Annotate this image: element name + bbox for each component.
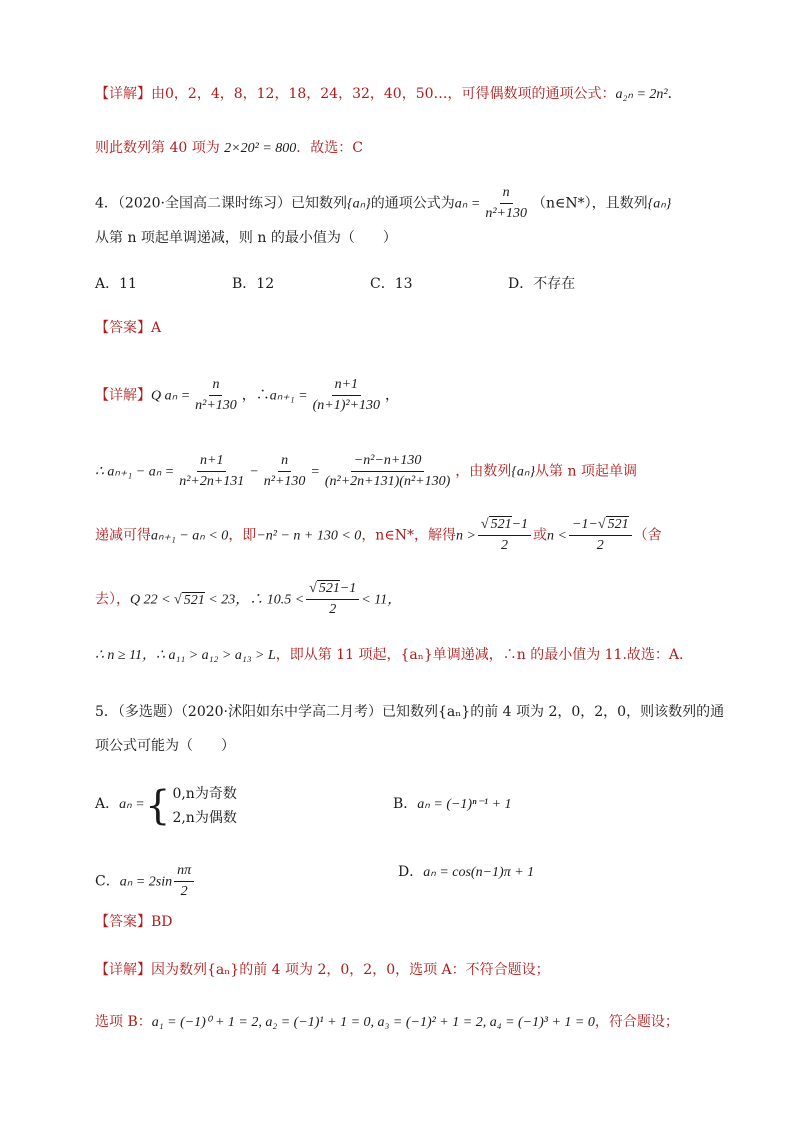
detail-text: 则此数列第 40 项为 <box>95 140 220 156</box>
formula: 2×20² = 800 <box>224 141 297 156</box>
question-4-line-2 <box>95 228 397 248</box>
option-d-label: D． <box>398 864 424 880</box>
fraction: $\frac{n}{\text{n²+130}}$ <box>485 185 527 221</box>
detail-text: 由0，2，4，8，12，18，24，32，40，50…，可得偶数项的通项公式： <box>151 86 616 102</box>
detail-line-1: 【详解】由0，2，4，8，12，18，24，32，40，50…，可得偶数项的通项公式：a₂ₙ = 2n²． <box>95 86 682 102</box>
fraction: $\frac{n+1}{\text{n²+2n+131}}$ <box>179 453 245 489</box>
question-5-detail-1 <box>95 960 550 980</box>
question-5-options-cd: C．aₙ = 2sin $\frac{n\pi}{2}$ D．aₙ = cos(n−1)π + 1 <box>95 863 535 899</box>
detail-text: 因为数列{aₙ}的前 4 项为 2，0，2，0，选项 A：不符合题设； <box>151 962 550 978</box>
question-text: 从第 n 项起单调递减，则 n 的最小值为（ ） <box>95 230 397 246</box>
question-4-line-1 <box>95 184 671 223</box>
fraction: $\frac{√ 521-1}{2}$ <box>306 580 359 619</box>
detail-label: 【详解】 <box>95 962 151 978</box>
option-c-label: C． <box>95 873 120 890</box>
question-4-detail-1: 【详解】Q aₙ = $\frac{n}{\text{n²+130}}$ ，∴aₙ₊₁ = $\frac{n+1}{\text{(n+1)²+130}}$ ， <box>95 377 400 413</box>
fraction: $\frac{\text{−n²−n+130}}{\text{(n²+2n+131)(n²+130)}}$ <box>324 453 451 489</box>
question-5-options-ab: A．aₙ = { 0,n为奇数 2,n为偶数 B．aₙ = (−1)ⁿ⁻¹ + 1 <box>95 783 512 829</box>
detail-text: ．故选：C <box>296 140 363 156</box>
detail-text: 去）， <box>95 591 130 608</box>
formula: aₙ₊₁ = <box>269 388 308 404</box>
fraction: $\frac{n}{\text{n²+130}}$ <box>263 453 306 489</box>
detail-line-2 <box>95 138 363 159</box>
question-4-detail-5: ∴ n ≥ 11，∴ a₁₁ > a₁₂ > a₁₃ > L，即从第 11 项起，{aₙ}单调递减，∴n 的最小值为 11.故选：A. <box>95 647 684 663</box>
option-b: B．12 <box>232 276 275 292</box>
question-5-line-1 <box>95 702 724 722</box>
detail-text: 或 <box>533 527 548 544</box>
question-4-detail-3: 递减可得aₙ₊₁ − aₙ < 0，即−n² − n + 130 < 0，n∈N*，解得n > $\frac{√ 521-1}{2}$ 或n < $\frac{-1-√ 521}{2}$ （舍 <box>95 517 662 553</box>
detail-text: ，由数列 <box>455 463 512 480</box>
detail-text: ，即从第 11 项起，{aₙ}单调递减，∴n 的最小值为 11.故选：A. <box>275 647 684 663</box>
question-text: 4．（2020·全国高二课时练习）已知数列 <box>95 195 347 212</box>
formula: aₙ = cos(n−1)π + 1 <box>423 865 535 880</box>
answer-label: 【答案】 <box>95 914 151 930</box>
question-text: 项公式可能为（ ） <box>95 738 235 754</box>
option-a: A．11 <box>95 276 137 292</box>
case-2: 2,n为偶数 <box>172 810 237 826</box>
question-text: 5．（多选题）（2020·沭阳如东中学高二月考）已知数列{aₙ}的前 4 项为 2，0，2，0，则该数列的通 <box>95 704 725 720</box>
question-5-detail-2 <box>95 1012 679 1033</box>
detail-text: 从第 n 项起单调 <box>535 463 637 480</box>
formula: ∴ aₙ₊₁ − aₙ = <box>95 464 175 480</box>
fraction: $\frac{n\pi}{2}$ <box>174 862 194 901</box>
detail-text: （舍 <box>633 527 662 544</box>
detail-text: ，n∈N*，解得 <box>361 527 456 544</box>
answer-value: BD <box>151 914 173 930</box>
fraction: $\frac{n}{\text{n²+130}}$ <box>195 377 237 413</box>
question-5-line-2 <box>95 736 235 756</box>
detail-text: 递减可得 <box>95 527 151 544</box>
seq: {aₙ} <box>647 196 672 212</box>
question-4-answer <box>95 318 161 338</box>
detail-text: ，即 <box>228 527 257 544</box>
question-4-detail-2: ∴ aₙ₊₁ − aₙ = $\frac{n+1}{\text{n²+2n+131}}$ − $\frac{n}{\text{n²+130}}$ = $\frac{\text{−n²−n+130}}{\text{(n²+2n+131)(n²+130)}}$ ，由数列{aₙ}从第 n 项起单调 <box>95 453 637 489</box>
piecewise: { 0,n为奇数 2,n为偶数 <box>145 783 237 829</box>
formula: a₁ = (−1)⁰ + 1 = 2, a₂ = (−1)¹ + 1 = 0, a₃ = (−1)² + 1 = 2, a₄ = (−1)³ + 1 = 0 <box>151 1015 595 1030</box>
detail-text: ，符合题设； <box>594 1014 679 1030</box>
question-text: 的通项公式为 <box>370 195 455 212</box>
answer-label: 【答案】 <box>95 320 151 336</box>
case-1: 0,n为奇数 <box>172 786 237 802</box>
option-b-label: B． <box>393 796 418 812</box>
formula: aₙ = <box>454 196 481 212</box>
question-text: （n∈N*），且数列 <box>531 195 648 212</box>
formula: a₂ₙ = 2n² <box>615 87 668 102</box>
option-d: D．不存在 <box>508 276 576 292</box>
option-c: C．13 <box>370 276 413 292</box>
seq: {aₙ} <box>347 196 371 212</box>
formula: aₙ = (−1)ⁿ⁻¹ + 1 <box>417 797 512 812</box>
question-5-answer <box>95 912 173 932</box>
detail-text: 选项 B： <box>95 1014 152 1030</box>
formula: Q aₙ = <box>151 388 191 404</box>
detail-text: ，∴ <box>241 387 270 404</box>
detail-label: 【详解】 <box>95 86 151 102</box>
fraction: $\frac{-1-√ 521}{2}$ <box>569 516 632 555</box>
fraction: $\frac{√ 521-1}{2}$ <box>478 516 531 555</box>
option-a-label: A． <box>95 796 120 812</box>
answer-value: A <box>151 320 162 336</box>
fraction: $\frac{n+1}{\text{(n+1)²+130}}$ <box>312 377 381 413</box>
detail-label: 【详解】 <box>95 387 151 404</box>
question-4-detail-4: 去），Q 22 < √ 521 < 23，∴ 10.5 < $\frac{√ 521-1}{2}$ < 11， <box>95 581 402 617</box>
